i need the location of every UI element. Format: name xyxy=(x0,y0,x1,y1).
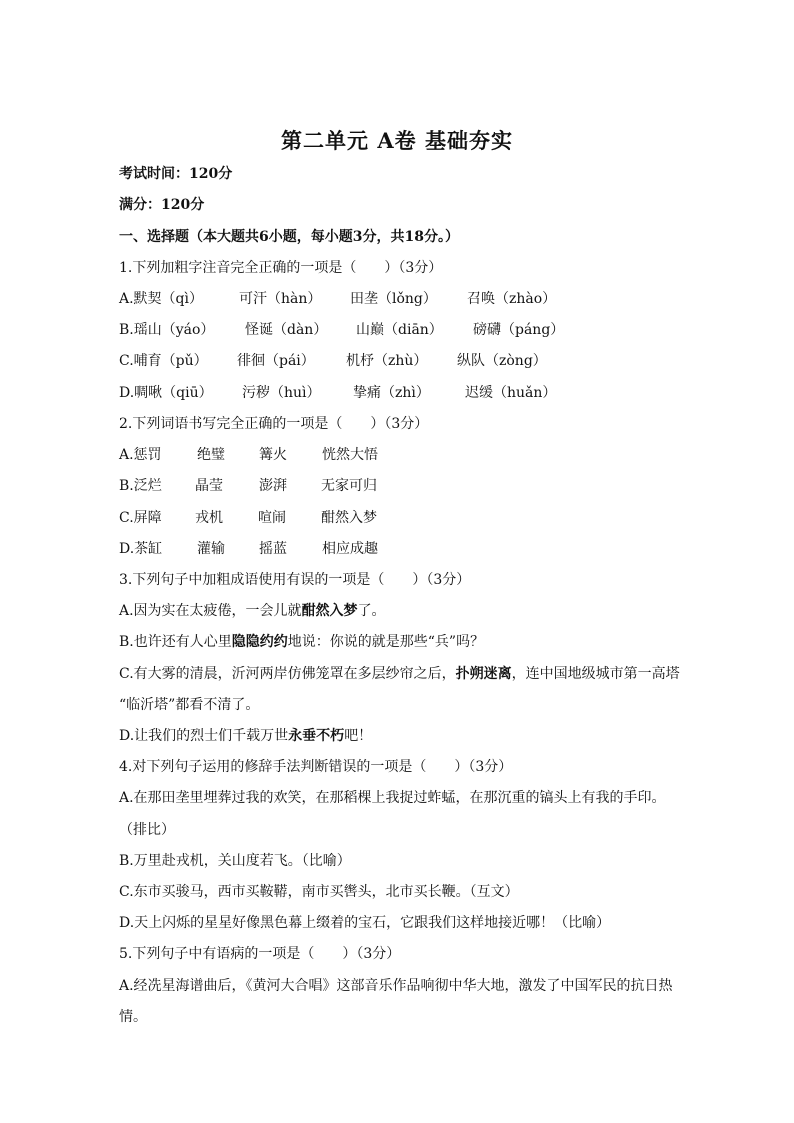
option-text: ，连中国地级城市第一高塔 xyxy=(511,666,680,682)
option-cell: 喧闹 xyxy=(258,510,286,526)
bold-idiom: 隐隐约约 xyxy=(231,634,288,650)
option-cell: B.瑶山（yáo） xyxy=(119,322,215,338)
question-2-stem: 2.下列词语书写完全正确的一项是（ ）（3分） xyxy=(119,416,429,432)
option-cell: 迟缓（huǎn） xyxy=(465,385,557,401)
option-cell: 怪诞（dàn） xyxy=(245,322,328,338)
option-text: B.也许还有人心里 xyxy=(119,634,232,650)
question-3-option-a xyxy=(119,602,386,620)
option-cell: 晶莹 xyxy=(195,478,223,494)
option-text: A.因为实在太疲倦，一会儿就 xyxy=(119,603,302,619)
option-text: D.让我们的烈士们千载万世 xyxy=(119,728,289,744)
question-4-option-a-continued: （排比） xyxy=(119,822,175,838)
question-5-stem: 5.下列句子中有语病的一项是（ ）（3分） xyxy=(119,946,401,962)
option-text: 了。 xyxy=(357,603,386,619)
option-cell: 污秽（huì） xyxy=(242,385,321,401)
question-4-option-c: C.东市买骏马，西市买鞍鞯，南市买辔头，北市买长鞭。（互文） xyxy=(119,884,519,900)
question-3-option-d xyxy=(119,727,372,745)
section-heading: 一、选择题（本大题共6小题，每小题3分，共18分。） xyxy=(119,229,459,245)
full-score: 满分：120分 xyxy=(119,197,205,213)
option-cell: A.默契（qì） xyxy=(119,291,203,307)
option-text: C.有大雾的清晨，沂河两岸仿佛笼罩在多层纱帘之后， xyxy=(119,666,456,682)
option-cell: 酣然入梦 xyxy=(321,510,377,526)
option-cell: 摇蓝 xyxy=(259,541,287,557)
bold-idiom: 永垂不朽 xyxy=(288,728,345,744)
page-title: 第二单元 A卷 基础夯实 xyxy=(281,128,513,153)
option-cell: A.惩罚 xyxy=(119,447,162,463)
option-cell: D.茶缸 xyxy=(119,541,163,557)
option-cell: 无家可归 xyxy=(321,478,377,494)
option-cell: 戎机 xyxy=(195,510,223,526)
option-text: 地说：你说的就是那些“兵”吗？ xyxy=(287,634,485,650)
option-cell: C.哺育（pǔ） xyxy=(119,353,208,369)
question-3-option-c xyxy=(119,665,680,683)
option-cell: 恍然大悟 xyxy=(322,447,378,463)
option-cell: 召唤（zhào） xyxy=(467,291,557,307)
bold-idiom: 酣然入梦 xyxy=(301,603,358,619)
option-cell: 机杼（zhù） xyxy=(346,353,428,369)
option-cell: 磅礴（páng） xyxy=(473,322,565,338)
question-3-option-b xyxy=(119,633,484,651)
option-cell: C.屏障 xyxy=(119,510,162,526)
option-cell: 篝火 xyxy=(259,447,287,463)
option-cell: 挚痛（zhì） xyxy=(353,385,430,401)
question-3-option-c-continued: “临沂塔”都看不清了。 xyxy=(119,697,260,713)
option-cell: B.泛烂 xyxy=(119,478,162,494)
option-cell: 徘徊（pái） xyxy=(237,353,315,369)
exam-time: 考试时间：120分 xyxy=(119,166,233,182)
option-cell: 田垄（lǒng） xyxy=(350,291,437,307)
question-3-stem: 3.下列句子中加粗成语使用有误的一项是（ ）（3分） xyxy=(119,572,471,588)
option-cell: 纵队（zòng） xyxy=(457,353,547,369)
option-text: 吧！ xyxy=(344,728,373,744)
option-cell: 可汗（hàn） xyxy=(239,291,322,307)
bold-idiom: 扑朔迷离 xyxy=(455,666,512,682)
question-4-stem: 4.对下列句子运用的修辞手法判断错误的一项是（ ）（3分） xyxy=(119,759,513,775)
option-cell: 绝璧 xyxy=(197,447,225,463)
question-5-option-a-continued: 情。 xyxy=(119,1009,147,1025)
option-cell: 相应成趣 xyxy=(322,541,378,557)
question-4-option-b: B.万里赴戎机，关山度若飞。（比喻） xyxy=(119,853,351,869)
option-cell: 山巅（diān） xyxy=(356,322,443,338)
option-cell: 澎湃 xyxy=(259,478,287,494)
question-4-option-a: A.在那田垄里埋葬过我的欢笑，在那稻棵上我捉过蚱蜢，在那沉重的镐头上有我的手印。 xyxy=(119,790,666,806)
question-1-stem: 1.下列加粗字注音完全正确的一项是（ ）（3分） xyxy=(119,260,443,276)
question-4-option-d: D.天上闪烁的星星好像黑色幕上缀着的宝石，它跟我们这样地接近哪！（比喻） xyxy=(119,915,611,931)
option-cell: D.啁啾（qiū） xyxy=(119,385,213,401)
question-5-option-a: A.经冼星海谱曲后，《黄河大合唱》这部音乐作品响彻中华大地，激发了中国军民的抗日热 xyxy=(119,978,673,994)
option-cell: 灌输 xyxy=(197,541,225,557)
